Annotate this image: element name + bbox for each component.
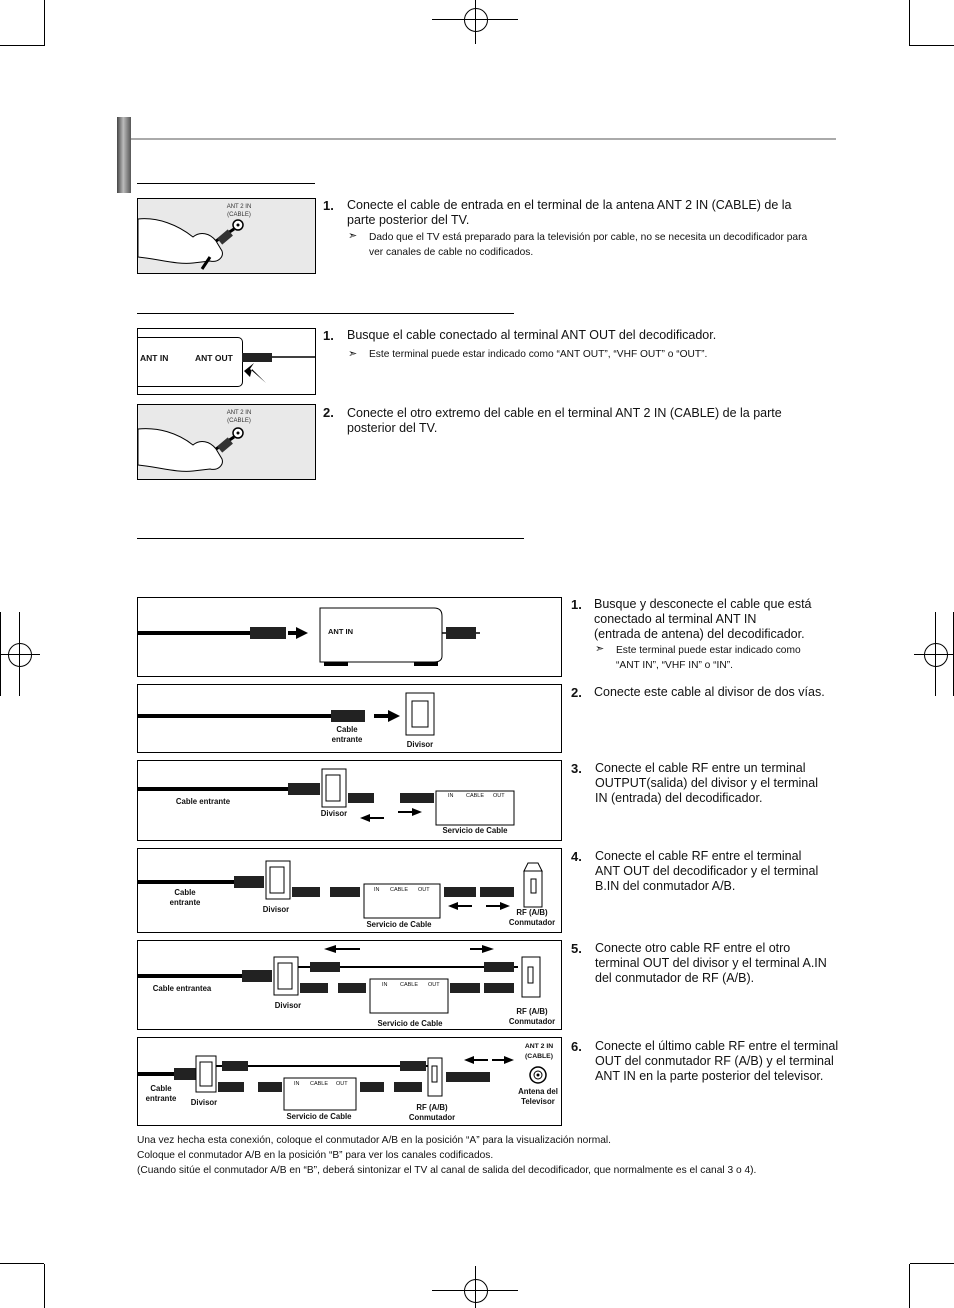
step5-diagram [137,940,562,1030]
step-text: Conecte el cable RF entre un terminal OUTPUT(salida) del divisor y el terminal IN (entrada) del decodificador. [595,761,818,805]
cable-label: Cable entrante [169,888,201,907]
step-number: 1. [323,198,334,213]
crop-mark [910,1263,954,1264]
decoder-diagram [137,328,316,395]
step-text: Conecte este cable al divisor de dos vías. [594,685,825,699]
section-rule [137,183,315,184]
registration-mark [432,1290,518,1291]
registration-mark [19,612,20,696]
step2-diagram [137,684,562,753]
decoder-illustration [138,598,561,676]
cable-tag-label: CABLE [400,982,419,988]
in-label: IN [374,887,380,893]
tv-back-diagram [137,198,316,274]
ant-in-label: ANT IN [140,353,169,363]
switch-label: RF (A/B) Conmutador [408,1103,456,1122]
step-text: Busque el cable conectado al terminal ANT OUT del decodificador. [347,328,717,342]
hand-plug-illustration [138,405,315,479]
switch-label: RF (A/B) Conmutador [508,1007,556,1026]
in-label: IN [448,793,454,799]
out-label: OUT [418,887,430,893]
step-note: Este terminal puede estar indicado como “ANT IN”, “VHF IN” o “IN”. [616,645,801,671]
hand-plug-illustration [138,199,315,273]
footer-note: Una vez hecha esta conexión, coloque el conmutador A/B en la posición “A” para la visualización normal. [137,1135,611,1146]
step-text: Conecte el otro extremo del cable en el terminal ANT 2 IN (CABLE) de la parte posterior del TV. [347,406,782,435]
registration-mark [8,643,32,667]
step-text: Conecte el último cable RF entre el terminal OUT del conmutador RF (A/B) y el terminal ANT IN en la parte posterior del televisor. [595,1039,839,1083]
out-label: OUT [428,982,440,988]
cable-label: Cable entrante [175,797,231,806]
port-label: ANT 2 IN (CABLE) [226,204,252,218]
step-number: 2. [323,405,334,420]
registration-mark [475,1266,476,1308]
footer-note: (Cuando sitúe el conmutador A/B en “B”, deberá sintonizar el TV al canal de salida del decodificador, que normalmente es el canal 3 o 4). [137,1165,757,1176]
in-label: IN [382,982,388,988]
registration-mark [935,612,936,696]
divisor-label: Divisor [190,1098,218,1107]
cable-tag-label: CABLE [390,887,409,893]
ant-in-label: ANT IN [328,627,353,636]
registration-mark [0,654,40,655]
step-note: Este terminal puede estar indicado como “ANT OUT”, “VHF OUT” o “OUT”. [369,349,708,360]
step6-diagram [137,1037,562,1126]
step-number: 4. [571,849,582,864]
divisor-label: Divisor [320,809,348,818]
crop-mark [44,1264,45,1308]
registration-mark [914,654,954,655]
service-label: Servicio de Cable [286,1112,352,1121]
step4-diagram [137,848,562,933]
header-bar [117,117,131,193]
step3-diagram [137,760,562,841]
step-number: 1. [571,597,582,612]
crop-mark [0,45,44,46]
registration-mark [432,19,518,20]
ant-out-label: ANT OUT [195,353,233,363]
in-label: IN [294,1081,300,1087]
divisor-label: Divisor [406,740,434,749]
service-label: Servicio de Cable [377,1019,443,1028]
out-label: OUT [336,1081,348,1087]
step-number: 3. [571,761,582,776]
step-number: 5. [571,941,582,956]
cable-tag-label: CABLE [310,1081,329,1087]
cable-label: Cable entrante [145,1084,177,1103]
crop-mark [909,1264,910,1308]
port-label: ANT 2 IN (CABLE) [524,1043,554,1060]
tv-back-diagram [137,404,316,480]
step-note: Dado que el TV está preparado para la televisión por cable, no se necesita un decodificador para ver canales de cable no codificados. [369,232,808,258]
cable-tag-label: CABLE [466,793,485,799]
divisor-label: Divisor [274,1001,302,1010]
out-label: OUT [493,793,505,799]
crop-mark [0,1263,44,1264]
tv-antenna-label: Antena del Televisor [518,1087,558,1106]
step-text: Busque y desconecte el cable que está conectado al terminal ANT IN (entrada de antena) del decodificador. [594,597,812,641]
crop-mark [44,0,45,46]
step-number: 1. [323,328,334,343]
note-arrow-icon: ➣ [595,643,605,655]
section-rule [137,538,524,539]
section-rule [137,313,514,314]
step-text: Conecte el cable de entrada en el terminal de la antena ANT 2 IN (CABLE) de la parte posterior del TV. [347,198,792,227]
port-label: ANT 2 IN (CABLE) [226,410,252,424]
footer-note: Coloque el conmutador A/B en la posición “B” para ver los canales codificados. [137,1150,494,1161]
crop-mark [910,45,954,46]
service-label: Servicio de Cable [366,920,432,929]
cable-label: Cable entrantea [152,984,212,993]
note-arrow-icon: ➣ [348,230,358,242]
step1-diagram [137,597,562,677]
step-text: Conecte otro cable RF entre el otro terminal OUT del divisor y el terminal A.IN del conmutador de RF (A/B). [595,941,827,985]
connector-illustration [238,347,316,391]
header-rule [131,138,836,140]
note-arrow-icon: ➣ [348,348,358,360]
cable-label: Cable entrante [331,725,363,744]
service-label: Servicio de Cable [442,826,508,835]
crop-mark [909,0,910,46]
step-text: Conecte el cable RF entre el terminal ANT OUT del decodificador y el terminal B.IN del conmutador A/B. [595,849,819,893]
registration-mark [464,1279,488,1303]
step-number: 6. [571,1039,582,1054]
switch-label: RF (A/B) Conmutador [508,908,556,927]
divisor-label: Divisor [262,905,290,914]
registration-mark [464,8,488,32]
registration-mark [924,643,948,667]
step-number: 2. [571,685,582,700]
registration-mark [475,0,476,44]
